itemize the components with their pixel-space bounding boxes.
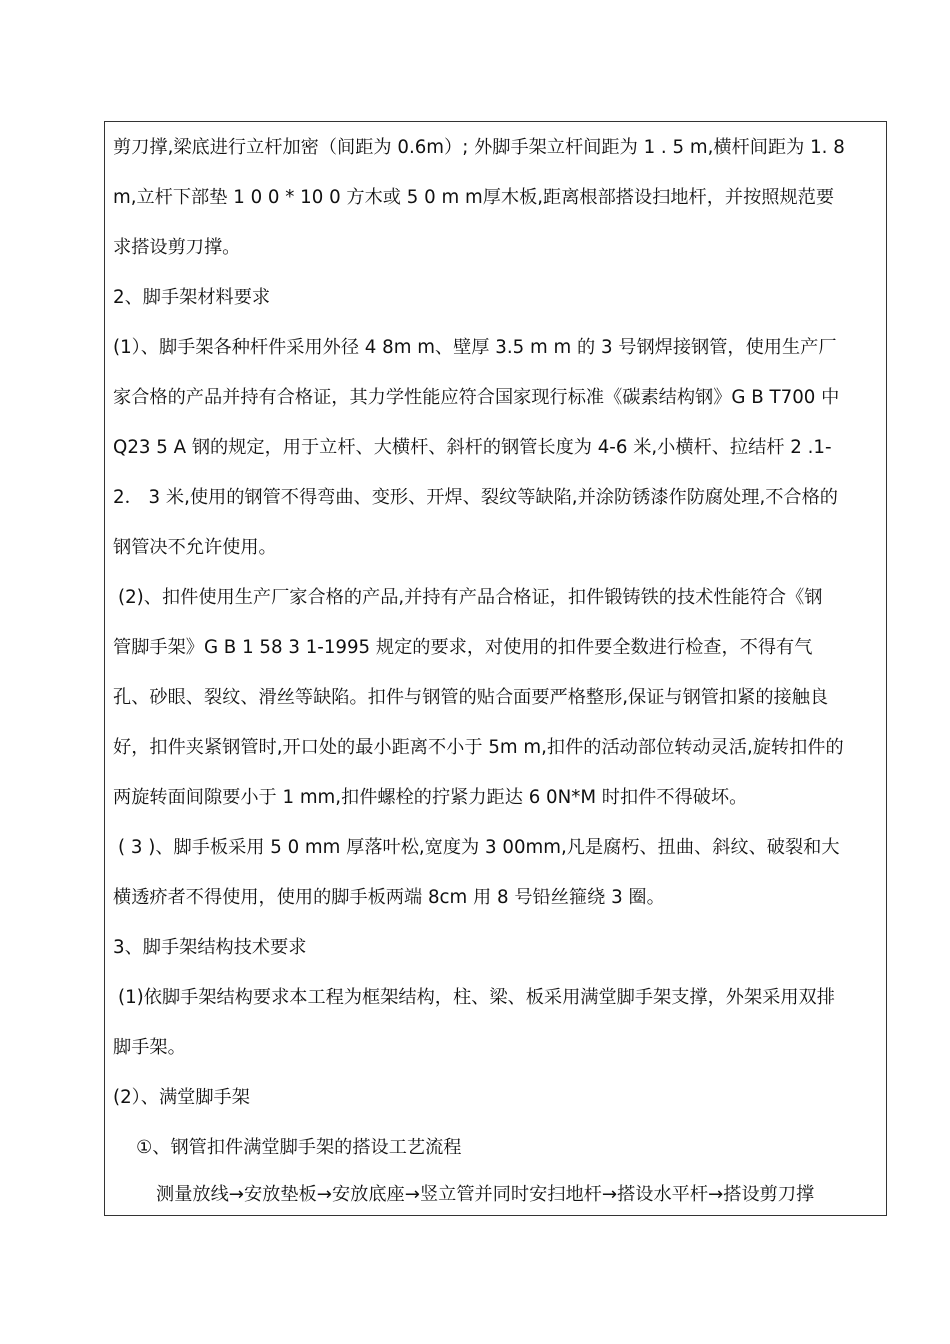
text-line-12: 孔、砂眼、裂纹、滑丝等缺陷。扣件与钢管的贴合面要严格整形,保证与钢管扣紧的接触良 xyxy=(113,687,829,708)
text-line-18: (1)依脚手架结构要求本工程为框架结构，柱、梁、板采用满堂脚手架支撑，外架采用双排 xyxy=(118,987,835,1008)
text-line-10: (2)、扣件使用生产厂家合格的产品,并持有产品合格证，扣件锻铸铁的技术性能符合《钢 xyxy=(118,587,823,608)
text-line-16: 横透疥者不得使用，使用的脚手板两端 8cm 用 8 号铅丝箍绕 3 圈。 xyxy=(113,887,665,908)
text-line-5: (1）、脚手架各种杆件采用外径 4 8m m、壁厚 3.5 m m 的 3 号钢焊接钢管，使用生产厂 xyxy=(113,337,837,358)
text-line-1: 剪刀撑,梁底进行立杆加密（间距为 0.6m）; 外脚手架立杆间距为 1 . 5 m,横杆间距为 1. 8 xyxy=(113,137,845,158)
text-line-6: 家合格的产品并持有合格证，其力学性能应符合国家现行标准《碳素结构钢》G B T700 中 xyxy=(113,387,840,408)
section-heading-3: 3、脚手架结构技术要求 xyxy=(113,937,307,958)
text-line-2: m,立杆下部垫 1 0 0 * 10 0 方木或 5 0 m m厚木板,距离根部搭设扫地杆，并按照规范要 xyxy=(113,187,835,208)
text-line-19: 脚手架。 xyxy=(113,1037,186,1058)
text-line-9: 钢管决不允许使用。 xyxy=(113,537,277,558)
text-line-11: 管脚手架》G B 1 58 3 1-1995 规定的要求，对使用的扣件要全数进行检查，不得有气 xyxy=(113,637,813,658)
text-line-8: 2． 3 米,使用的钢管不得弯曲、变形、开焊、裂纹等缺陷,并涂防锈漆作防腐处理,不合格的 xyxy=(113,487,838,508)
text-line-15: ( 3 )、脚手板采用 5 0 mm 厚落叶松,宽度为 3 00mm,凡是腐朽、扭曲、斜纹、破裂和大 xyxy=(118,837,840,858)
subsection-item-1: ①、钢管扣件满堂脚手架的搭设工艺流程 xyxy=(136,1137,462,1158)
process-flow-line: 测量放线→安放垫板→安放底座→竖立管并同时安扫地杆→搭设水平杆→搭设剪刀撑 xyxy=(156,1184,815,1205)
text-line-14: 两旋转面间隙要小于 1 mm,扣件螺栓的拧紧力距达 6 0N*M 时扣件不得破坏。 xyxy=(113,787,748,808)
text-line-13: 好，扣件夹紧钢管时,开口处的最小距离不小于 5m m,扣件的活动部位转动灵活,旋转扣件的 xyxy=(113,737,844,758)
text-line-3: 求搭设剪刀撑。 xyxy=(113,237,241,258)
text-line-7: Q23 5 A 钢的规定，用于立杆、大横杆、斜杆的钢管长度为 4-6 米,小横杆、拉结杆 2 .1- xyxy=(113,437,832,458)
section-heading-2: 2、脚手架材料要求 xyxy=(113,287,271,308)
subsection-heading-2: (2）、满堂脚手架 xyxy=(113,1087,250,1108)
